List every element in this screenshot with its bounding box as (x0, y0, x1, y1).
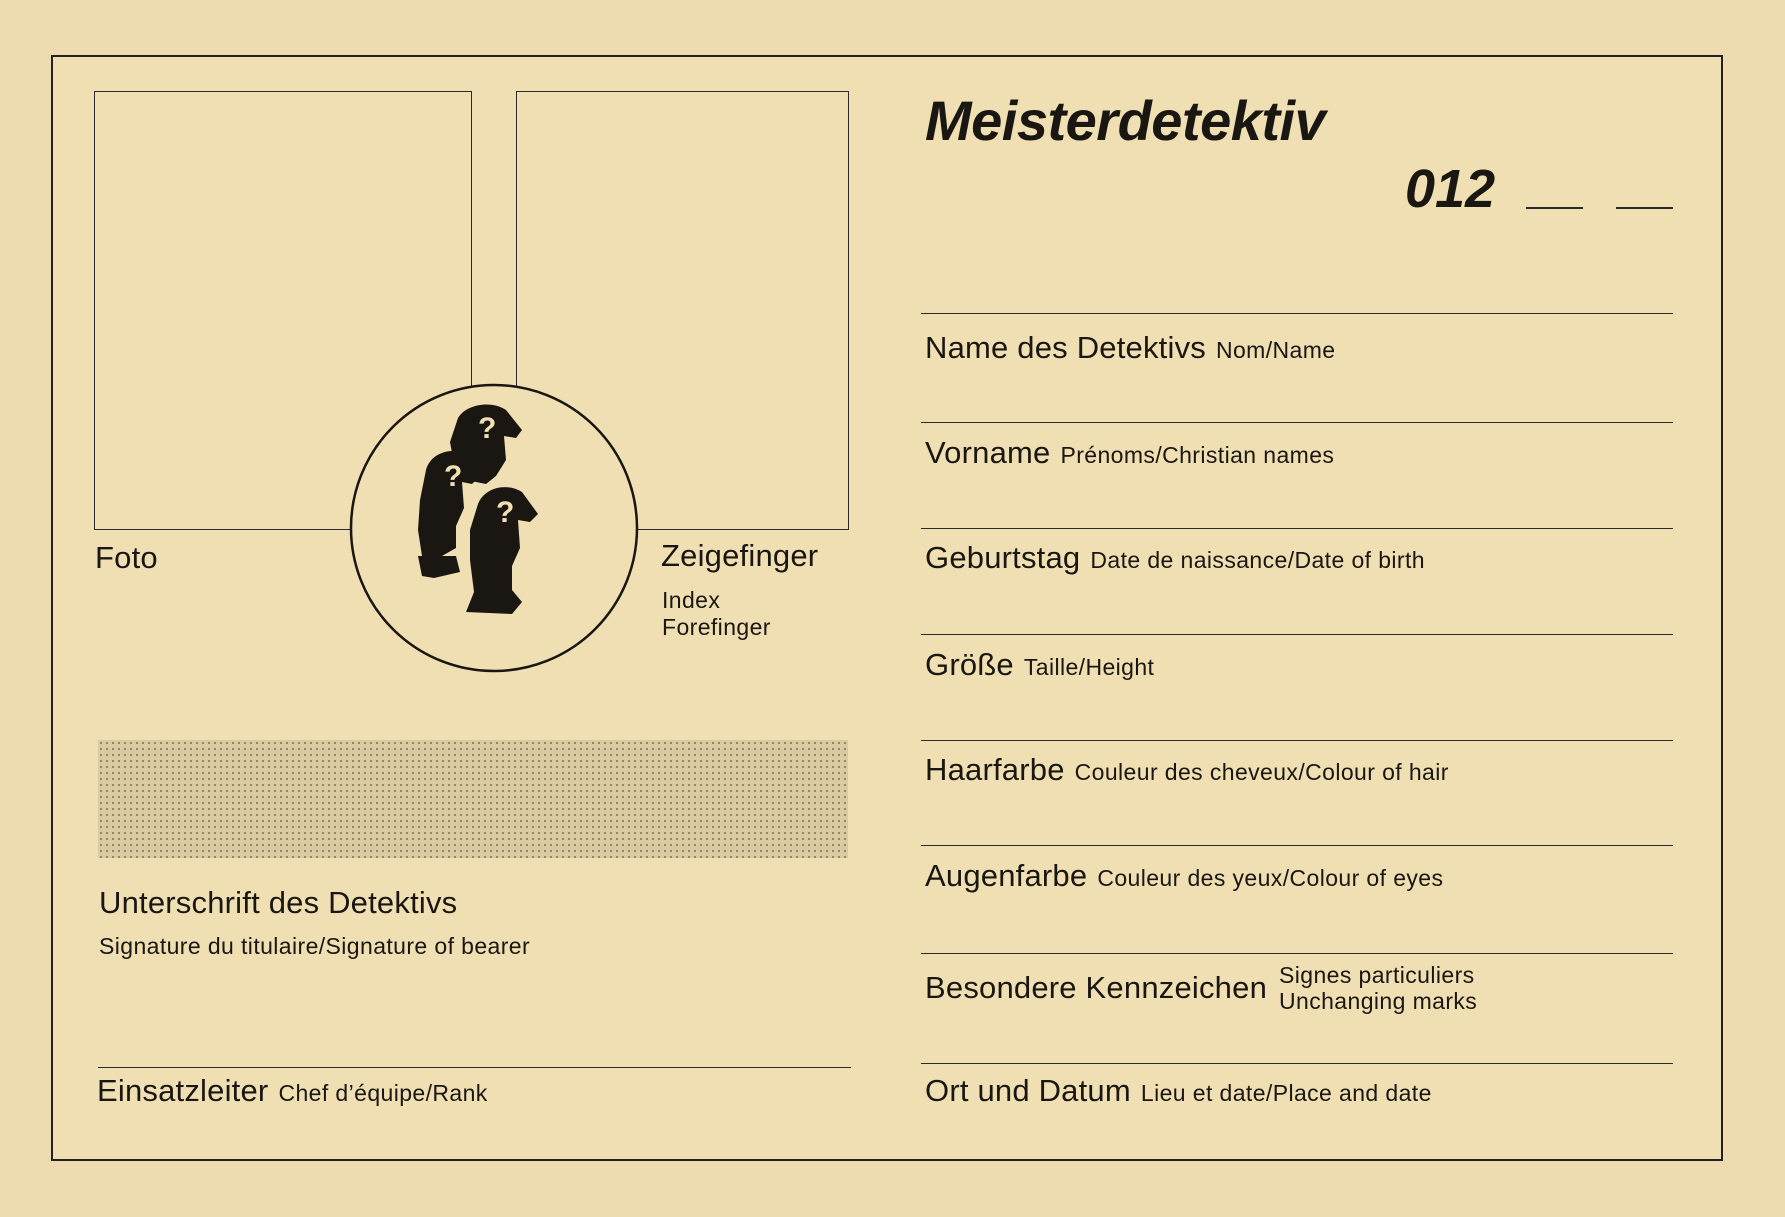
rank-label: Einsatzleiter (97, 1073, 269, 1108)
question-mark-middle: ? (444, 460, 463, 493)
serial-blank-1[interactable] (1526, 207, 1583, 209)
finger-sub-index: Index (662, 587, 721, 613)
field-line-height (921, 634, 1673, 635)
signature-sub: Signature du titulaire/Signature of bearer (99, 933, 531, 959)
field-sub-label: Unchanging marks (1279, 988, 1478, 1014)
field-label: Name des Detektivs (925, 330, 1206, 365)
field-vorname[interactable] (925, 435, 1334, 471)
field-sub-label: Signes particuliers (1279, 962, 1475, 988)
field-height[interactable] (925, 647, 1154, 683)
field-line-hair (921, 740, 1673, 741)
question-mark-back: ? (478, 412, 497, 445)
field-line-eyes (921, 845, 1673, 846)
field-line-marks (921, 953, 1673, 954)
field-label: Ort und Datum (925, 1073, 1131, 1108)
field-birth[interactable] (925, 540, 1425, 576)
field-sub-label: Lieu et date/Place and date (1140, 1080, 1432, 1106)
finger-sub-forefinger: Forefinger (662, 614, 771, 640)
photo-label: Foto (95, 540, 158, 575)
field-label: Vorname (925, 435, 1051, 470)
field-sub-label: Taille/Height (1023, 654, 1155, 680)
field-line-place (921, 1063, 1673, 1064)
field-label: Geburtstag (925, 540, 1081, 575)
field-label: Größe (925, 647, 1014, 682)
field-sub-label: Couleur des cheveux/Colour of hair (1074, 759, 1449, 785)
rank-sub: Chef d’équipe/Rank (278, 1080, 488, 1106)
field-label: Augenfarbe (925, 858, 1088, 893)
rank-field[interactable] (97, 1073, 488, 1109)
field-sub-label: Nom/Name (1215, 337, 1336, 363)
question-mark-front: ? (496, 496, 515, 529)
field-place[interactable] (925, 1073, 1432, 1109)
serial-prefix: 012 (1405, 159, 1496, 219)
field-line-vorname (921, 422, 1673, 423)
field-line-name (921, 313, 1673, 314)
field-line-birth (921, 528, 1673, 529)
signature-area[interactable] (98, 740, 848, 858)
field-eyes[interactable] (925, 858, 1443, 894)
card-title: Meisterdetektiv (925, 89, 1326, 152)
field-sub-label: Couleur des yeux/Colour of eyes (1097, 865, 1444, 891)
serial-blank-2[interactable] (1616, 207, 1673, 209)
finger-label: Zeigefinger (661, 538, 819, 573)
field-label: Haarfarbe (925, 752, 1065, 787)
rank-line (98, 1067, 851, 1068)
detective-emblem (346, 380, 642, 676)
field-hair[interactable] (925, 752, 1449, 788)
field-label: Besondere Kennzeichen (925, 970, 1268, 1005)
field-marks[interactable] (925, 962, 1477, 1014)
field-sub-label: Prénoms/Christian names (1060, 442, 1335, 468)
field-name[interactable] (925, 330, 1336, 366)
signature-label: Unterschrift des Detektivs (99, 885, 458, 920)
field-sub-label: Date de naissance/Date of birth (1090, 547, 1425, 573)
